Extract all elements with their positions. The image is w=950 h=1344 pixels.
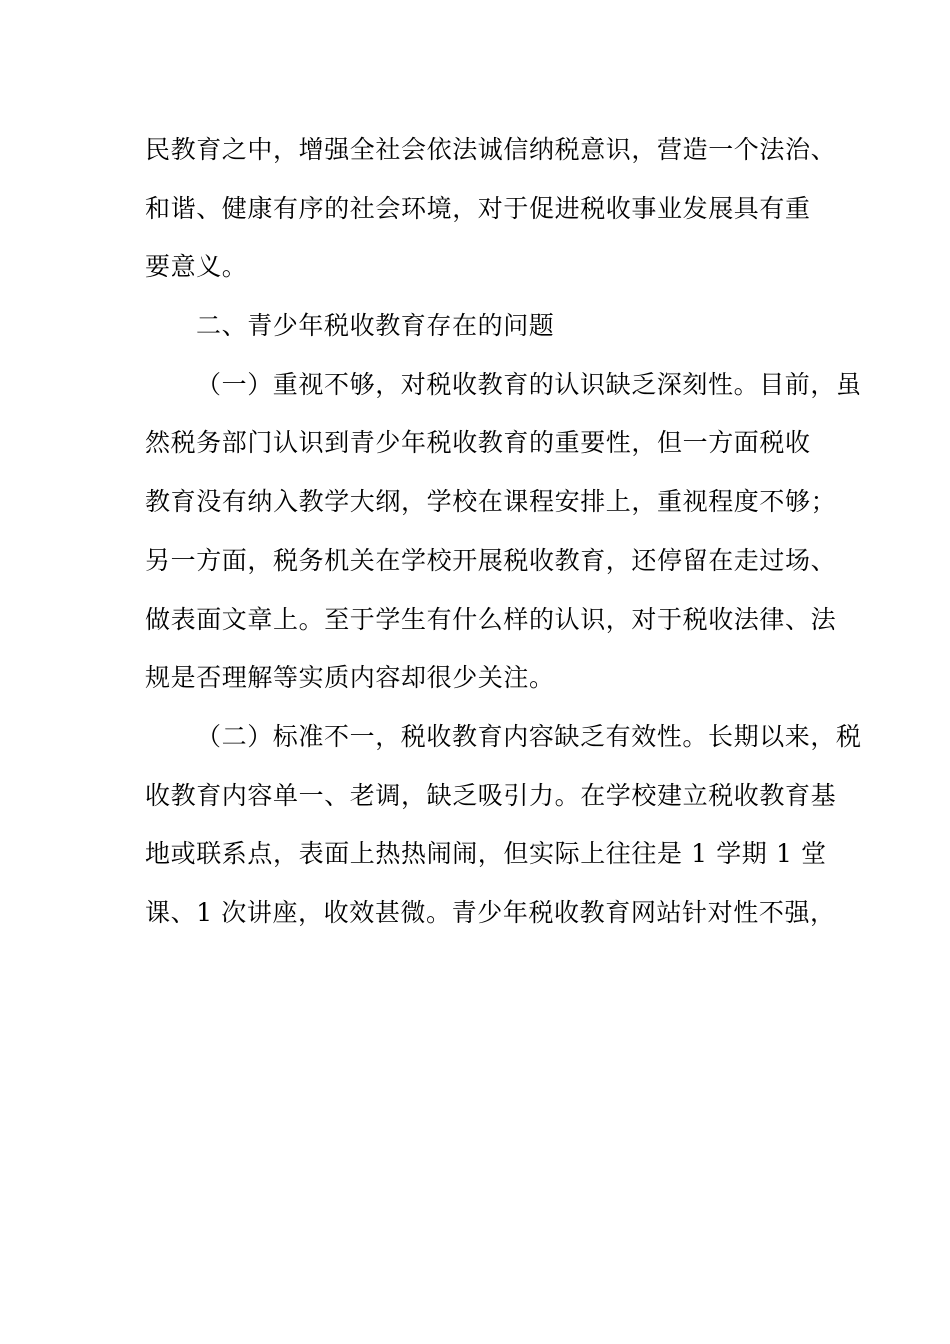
text-line: （二）标准不一，税收教育内容缺乏有效性。长期以来，税	[196, 721, 862, 751]
text-line: 规是否理解等实质内容却很少关注。	[145, 663, 555, 693]
body-text	[145, 121, 862, 943]
text-line: 做表面文章上。至于学生有什么样的认识，对于税收法律、法	[145, 604, 837, 634]
text-line: 和谐、健康有序的社会环境，对于促进税收事业发展具有重	[145, 193, 811, 223]
section-heading: 二、青少年税收教育存在的问题	[196, 311, 555, 341]
text-line: 另一方面，税务机关在学校开展税收教育，还停留在走过场、	[145, 545, 837, 575]
text-line: （一）重视不够，对税收教育的认识缺乏深刻性。目前，虽	[196, 369, 862, 399]
text-line: 教育没有纳入教学大纲，学校在课程安排上，重视程度不够；	[145, 487, 837, 517]
text-line: 地或联系点，表面上热热闹闹，但实际上往往是 1 学期 1 堂	[145, 839, 827, 869]
text-line: 要意义。	[145, 252, 248, 282]
text-line: 然税务部门认识到青少年税收教育的重要性，但一方面税收	[145, 428, 811, 458]
text-line: 收教育内容单一、老调，缺乏吸引力。在学校建立税收教育基	[145, 780, 837, 810]
text-line: 课、1 次讲座，收效甚微。青少年税收教育网站针对性不强，	[145, 897, 836, 927]
text-line: 民教育之中，增强全社会依法诚信纳税意识，营造一个法治、	[145, 135, 837, 164]
